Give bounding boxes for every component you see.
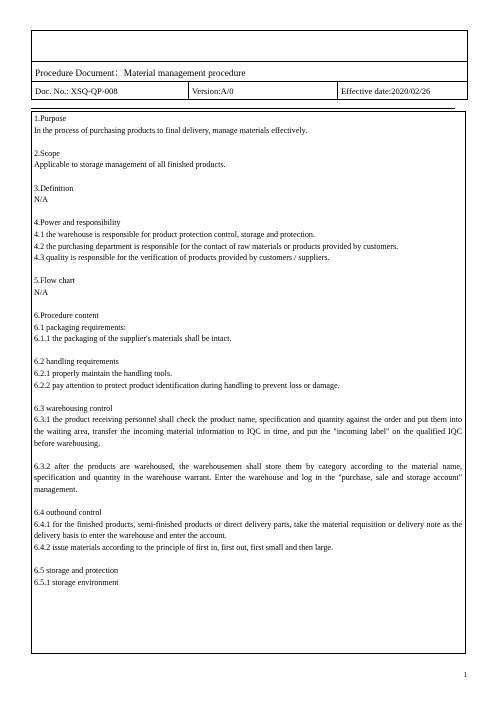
section-text: Applicable to storage management of all finished products. bbox=[34, 160, 226, 170]
subsection-heading: 6.4 outbound control bbox=[34, 508, 102, 518]
section-text: 6.1.1 the packaging of the supplier's materials shall be intact. bbox=[34, 334, 232, 344]
section-warehousing bbox=[34, 403, 462, 449]
document-body bbox=[31, 111, 466, 654]
section-text: 6.2.1 properly maintain the handling tools. bbox=[34, 369, 173, 379]
section-text: In the process of purchasing products to final delivery, manage materials effectively. bbox=[34, 125, 308, 135]
section-text: 6.4.1 for the finished products, semi-finished products or direct delivery parts, take the material requisition or delivery note as the delivery basis to enter the warehouse and enter the account. bbox=[34, 519, 462, 541]
section-warehousing-storage bbox=[34, 461, 462, 496]
doc-number: Doc. No.: XSQ-QP-008 bbox=[32, 82, 189, 100]
section-text: 4.3 quality is responsible for the verification of products provided by customers / suppliers. bbox=[34, 253, 330, 263]
subsection-heading: 6.1 packaging requirements: bbox=[34, 322, 126, 332]
section-scope bbox=[34, 148, 462, 171]
section-procedure-content bbox=[34, 310, 462, 345]
page-number: 1 bbox=[463, 671, 467, 679]
section-text: 4.2 the purchasing department is responsible for the contact of raw materials or products provided by customers. bbox=[34, 241, 399, 251]
header-blank-row bbox=[32, 31, 468, 62]
section-text: N/A bbox=[34, 287, 48, 297]
header-separator-line bbox=[31, 108, 455, 109]
subsection-heading: 6.3 warehousing control bbox=[34, 403, 113, 413]
section-text: N/A bbox=[34, 195, 48, 205]
section-text: 6.2.2 pay attention to protect product identification during handling to prevent loss or damage. bbox=[34, 380, 340, 390]
section-outbound bbox=[34, 507, 462, 553]
section-text: 6.4.2 issue materials according to the principle of first in, first out, first small and then large. bbox=[34, 542, 334, 552]
section-heading: 1.Purpose bbox=[34, 114, 67, 123]
section-text: 4.1 the warehouse is responsible for product protection control, storage and protection. bbox=[34, 229, 315, 239]
header-blank-cell bbox=[32, 31, 468, 62]
doc-version: Version:A/0 bbox=[189, 82, 338, 100]
section-handling bbox=[34, 356, 462, 391]
header-title-row bbox=[32, 62, 468, 82]
section-heading: 3.Definition bbox=[34, 183, 74, 193]
section-heading: 4.Power and responsibility bbox=[34, 218, 121, 228]
section-text: 6.5.1 storage environment bbox=[34, 577, 119, 587]
header-meta-row bbox=[32, 82, 468, 100]
section-text: 6.3.1 the product receiving personnel shall check the product name, specification and quantity against the order and put them into the waiting area, transfer the incoming material information to IQC in time, and put the "incoming label" on the qualified IQC before warehousing. bbox=[34, 415, 462, 448]
section-flow-chart bbox=[34, 275, 462, 298]
section-heading: 5.Flow chart bbox=[34, 276, 75, 286]
section-storage-protection bbox=[34, 565, 462, 588]
section-responsibility bbox=[34, 217, 462, 263]
section-heading: 6.Procedure content bbox=[34, 311, 99, 321]
subsection-heading: 6.5 storage and protection bbox=[34, 566, 119, 576]
section-heading: 2.Scope bbox=[34, 148, 60, 158]
section-definition bbox=[34, 183, 462, 206]
document-header-table bbox=[31, 30, 468, 100]
subsection-heading: 6.2 handling requirements bbox=[34, 357, 119, 367]
section-text: 6.3.2 after the products are warehoused, the warehousemen shall store them by category according to the material name, specification and quantity in the warehouse warrant. Enter the warehouse and log in the "purchase, sale and storage account" management. bbox=[34, 461, 462, 494]
effective-date: Effective date:2020/02/26 bbox=[338, 82, 468, 100]
section-purpose bbox=[34, 113, 462, 136]
document-title: Procedure Document：Material management procedure bbox=[32, 62, 468, 82]
